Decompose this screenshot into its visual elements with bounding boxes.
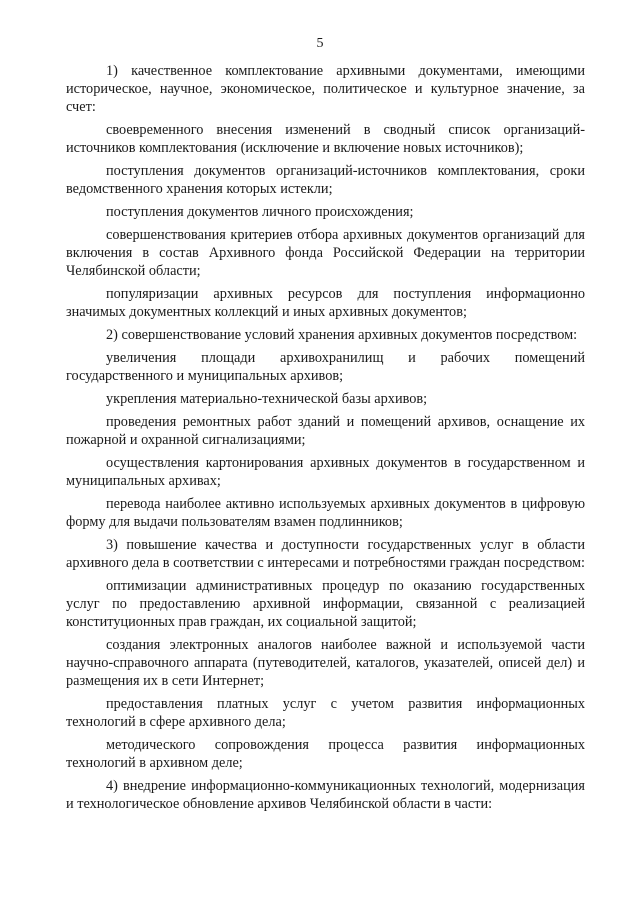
paragraph-item-4: 4) внедрение информационно-коммуникационных технологий, модернизация и технологическое обновление архивов Челябинской области в части: — [66, 778, 585, 812]
document-body — [66, 62, 585, 818]
paragraph-subitem: популяризации архивных ресурсов для поступления информационно значимых документных коллекций и иных архивных документов; — [66, 286, 585, 320]
paragraph-subitem: создания электронных аналогов наиболее важной и используемой части научно-справочного аппарата (путеводителей, каталогов, указателей, описей дел) и размещения их в сети Интернет; — [66, 637, 585, 689]
paragraph-item-1: 1) качественное комплектование архивными документами, имеющими историческое, научное, экономическое, политическое и культурное значение, за счет: — [66, 63, 585, 115]
paragraph-subitem: своевременного внесения изменений в сводный список организаций-источников комплектования (исключение и включение новых источников); — [66, 122, 585, 156]
page-number: 5 — [316, 36, 324, 51]
paragraph-subitem: осуществления картонирования архивных документов в государственном и муниципальных архивах; — [66, 455, 585, 489]
paragraph-subitem: совершенствования критериев отбора архивных документов организаций для включения в состав Архивного фонда Российской Федерации на территории Челябинской области; — [66, 227, 585, 279]
paragraph-subitem: укрепления материально-технической базы архивов; — [106, 391, 428, 407]
paragraph-subitem: методического сопровождения процесса развития информационных технологий в архивном деле; — [66, 737, 585, 771]
paragraph-subitem: поступления документов организаций-источников комплектования, сроки ведомственного хранения которых истекли; — [66, 163, 585, 197]
paragraph-subitem: поступления документов личного происхождения; — [106, 204, 414, 220]
paragraph-item-3: 3) повышение качества и доступности государственных услуг в области архивного дела в соответствии с интересами и потребностями граждан посредством: — [66, 537, 585, 571]
paragraph-subitem: оптимизации административных процедур по оказанию государственных услуг по предоставлению архивной информации, связанной с реализацией конституционных прав граждан, их социальной защитой; — [66, 578, 585, 630]
paragraph-item-2: 2) совершенствование условий хранения архивных документов посредством: — [106, 327, 578, 343]
paragraph-subitem: проведения ремонтных работ зданий и помещений архивов, оснащение их пожарной и охранной сигнализациями; — [66, 414, 585, 448]
paragraph-subitem: предоставления платных услуг с учетом развития информационных технологий в сфере архивного дела; — [66, 696, 585, 730]
paragraph-subitem: перевода наиболее активно используемых архивных документов в цифровую форму для выдачи пользователям взамен подлинников; — [66, 496, 585, 530]
paragraph-subitem: увеличения площади архивохранилищ и рабочих помещений государственного и муниципальных архивов; — [66, 350, 585, 384]
